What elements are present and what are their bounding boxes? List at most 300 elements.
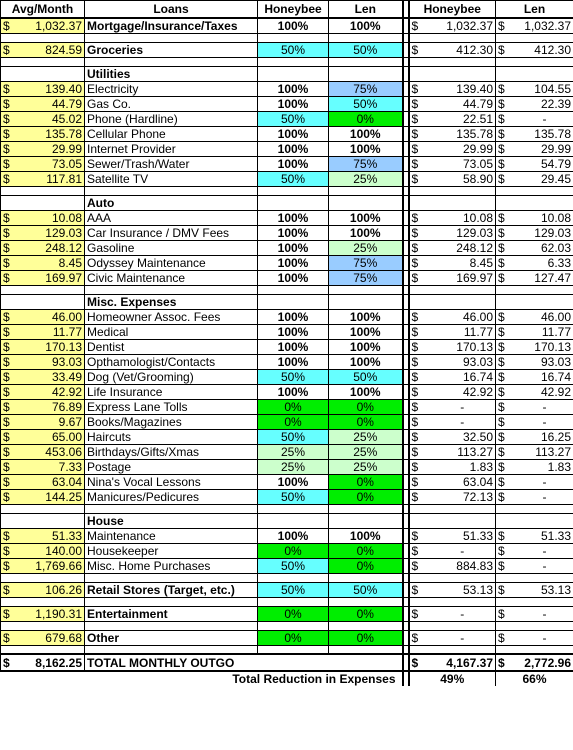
expense-row [1,606,573,621]
reduction-len: 66% [496,671,573,686]
len-pct: 0% [329,399,403,414]
amount-value: 29.99 [462,141,493,156]
len-amount [496,489,573,504]
honeybee-amount [409,18,496,34]
len-amount [496,339,573,354]
expense-row [1,558,573,573]
expense-name: Books/Magazines [85,414,258,429]
currency-symbol: $ [498,156,505,171]
len-amount [496,96,573,111]
blank-cell [258,513,329,528]
len-amount [496,459,573,474]
blank-cell [409,597,496,606]
currency-symbol: $ [411,225,419,240]
len-pct: 0% [329,558,403,573]
currency-symbol: $ [498,324,505,339]
honeybee-amount [409,96,496,111]
honeybee-amount [409,606,496,621]
len-pct: 75% [329,255,403,270]
amount-value: 170.13 [45,339,82,354]
len-pct: 75% [329,156,403,171]
blank-row [1,504,573,513]
amount-value: 1,032.37 [524,18,571,33]
amount-value: 11.77 [52,324,82,339]
expense-row [1,210,573,225]
currency-symbol: $ [3,156,10,171]
honeybee-amount [409,474,496,489]
blank-cell [258,195,329,210]
expense-row [1,255,573,270]
expense-name: Postage [85,459,258,474]
amount-value: 46.00 [540,309,571,324]
expense-name: Housekeeper [85,543,258,558]
amount-value: 22.51 [462,111,493,126]
currency-symbol: $ [411,528,419,543]
avg-month-cell [1,474,85,489]
amount-value: 169.97 [45,270,82,285]
blank-cell [409,195,496,210]
currency-symbol: $ [498,459,505,474]
honeybee-amount [409,399,496,414]
len-pct: 100% [329,309,403,324]
expense-name: Opthamologist/Contacts [85,354,258,369]
amount-value: - [542,474,547,489]
amount-value: 8,162.25 [35,655,82,670]
amount-value: 169.97 [456,270,493,285]
amount-value: 7.33 [58,459,82,474]
amount-value: 58.90 [462,171,493,186]
expense-row [1,489,573,504]
header-len-amount: Len [496,1,573,18]
len-amount [496,369,573,384]
amount-value: 54.79 [540,156,571,171]
blank-cell [1,285,85,294]
avg-month-cell [1,543,85,558]
expense-row [1,111,573,126]
blank-cell [496,573,573,582]
currency-symbol: $ [3,429,10,444]
currency-symbol: $ [3,369,10,384]
currency-symbol: $ [3,81,10,96]
avg-month-cell [1,630,85,645]
section-row [1,66,573,81]
blank-cell [258,504,329,513]
expense-name: Dog (Vet/Grooming) [85,369,258,384]
len-amount [496,324,573,339]
len-pct: 100% [329,225,403,240]
avg-month-cell [1,489,85,504]
honeybee-pct: 100% [258,474,329,489]
currency-symbol: $ [498,96,505,111]
amount-value: 45.02 [51,111,82,126]
blank-cell [258,285,329,294]
len-pct: 50% [329,582,403,597]
len-amount [496,210,573,225]
expense-name: Car Insurance / DMV Fees [85,225,258,240]
len-amount [496,558,573,573]
header-loans: Loans [85,1,258,18]
currency-symbol: $ [411,255,419,270]
blank-cell [496,195,573,210]
honeybee-pct: 100% [258,240,329,255]
currency-symbol: $ [411,384,419,399]
blank-cell [85,285,258,294]
expense-row [1,414,573,429]
currency-symbol: $ [411,489,419,504]
currency-symbol: $ [498,558,505,573]
amount-value: 65.00 [51,429,82,444]
blank-cell [496,66,573,81]
amount-value: 29.99 [540,141,571,156]
honeybee-pct: 50% [258,369,329,384]
header-honeybee-amount: Honeybee [409,1,496,18]
amount-value: 44.79 [51,96,82,111]
blank-cell [496,597,573,606]
honeybee-pct: 100% [258,255,329,270]
blank-cell [409,294,496,309]
currency-symbol: $ [3,339,10,354]
avg-month-cell [1,354,85,369]
len-amount [496,81,573,96]
len-pct: 100% [329,126,403,141]
honeybee-pct: 100% [258,339,329,354]
honeybee-amount [409,126,496,141]
avg-month-cell [1,270,85,285]
avg-month-cell [1,111,85,126]
blank-row [1,645,573,654]
blank-cell [85,573,258,582]
currency-symbol: $ [498,270,505,285]
amount-value: 10.08 [540,210,571,225]
amount-value: 129.03 [456,225,493,240]
honeybee-amount [409,354,496,369]
honeybee-amount [409,81,496,96]
expense-row [1,474,573,489]
blank-cell [258,294,329,309]
expense-name: Satellite TV [85,171,258,186]
amount-value: - [542,630,547,645]
honeybee-amount [409,339,496,354]
currency-symbol: $ [3,141,10,156]
avg-month-cell [1,339,85,354]
honeybee-pct: 100% [258,309,329,324]
currency-symbol: $ [498,528,505,543]
blank-cell [1,186,85,195]
currency-symbol: $ [498,384,505,399]
blank-cell [1,294,85,309]
honeybee-amount [409,255,496,270]
currency-symbol: $ [411,369,419,384]
len-amount [496,141,573,156]
amount-value: 106.26 [45,582,82,597]
amount-value: 63.04 [51,474,82,489]
amount-value: - [460,543,465,558]
amount-value: 1,769.66 [35,558,82,573]
len-pct: 25% [329,240,403,255]
section-title: Auto [85,195,258,210]
total-avg-cell [1,654,85,671]
currency-symbol: $ [498,339,505,354]
len-pct: 100% [329,354,403,369]
blank-cell [1,504,85,513]
currency-symbol: $ [411,655,419,670]
blank-cell [1,513,85,528]
expense-row [1,81,573,96]
currency-symbol: $ [411,444,419,459]
expense-row [1,429,573,444]
blank-row [1,33,573,42]
avg-month-cell [1,81,85,96]
len-pct: 0% [329,543,403,558]
amount-value: 412.30 [534,42,571,57]
amount-value: 248.12 [45,240,82,255]
expense-row [1,240,573,255]
avg-month-cell [1,459,85,474]
honeybee-amount [409,156,496,171]
amount-value: - [542,111,547,126]
amount-value: 51.33 [462,528,493,543]
currency-symbol: $ [498,18,505,33]
currency-symbol: $ [411,429,419,444]
currency-symbol: $ [411,126,419,141]
blank-cell [258,186,329,195]
blank-cell [409,573,496,582]
currency-symbol: $ [411,270,419,285]
amount-value: 6.33 [547,255,571,270]
honeybee-pct: 100% [258,354,329,369]
currency-symbol: $ [3,171,10,186]
len-amount [496,429,573,444]
len-pct: 0% [329,489,403,504]
len-pct: 100% [329,339,403,354]
honeybee-pct: 50% [258,111,329,126]
currency-symbol: $ [3,18,10,33]
amount-value: 16.74 [462,369,493,384]
honeybee-pct: 0% [258,630,329,645]
currency-symbol: $ [498,655,505,670]
avg-month-cell [1,384,85,399]
currency-symbol: $ [498,414,505,429]
expense-name: Express Lane Tolls [85,399,258,414]
len-pct: 100% [329,384,403,399]
amount-value: 46.00 [51,309,82,324]
blank-cell [329,621,403,630]
amount-value: 679.68 [45,630,82,645]
amount-value: 53.13 [462,582,493,597]
amount-value: 248.12 [456,240,493,255]
currency-symbol: $ [411,414,419,429]
amount-value: 1.83 [469,459,493,474]
amount-value: 16.74 [540,369,571,384]
blank-row [1,186,573,195]
honeybee-amount [409,309,496,324]
blank-cell [329,597,403,606]
avg-month-cell [1,444,85,459]
amount-value: 127.47 [534,270,571,285]
reduction-honeybee: 49% [409,671,496,686]
blank-cell [409,66,496,81]
blank-cell [1,33,85,42]
blank-row [1,285,573,294]
len-pct: 50% [329,96,403,111]
blank-cell [1,621,85,630]
avg-month-cell [1,225,85,240]
currency-symbol: $ [498,210,505,225]
total-label: TOTAL MONTHLY OUTGO [85,654,403,671]
currency-symbol: $ [411,399,419,414]
expense-name: Electricity [85,81,258,96]
currency-symbol: $ [3,444,10,459]
expense-row [1,18,573,34]
avg-month-cell [1,210,85,225]
avg-month-cell [1,255,85,270]
currency-symbol: $ [411,474,419,489]
expense-name: Groceries [85,42,258,57]
currency-symbol: $ [3,324,10,339]
amount-value: 10.08 [51,210,82,225]
currency-symbol: $ [3,255,10,270]
len-amount [496,240,573,255]
currency-symbol: $ [3,126,10,141]
currency-symbol: $ [498,240,505,255]
expense-row [1,42,573,57]
currency-symbol: $ [3,354,10,369]
amount-value: 62.03 [540,240,571,255]
blank-cell [329,186,403,195]
currency-symbol: $ [411,606,419,621]
len-pct: 25% [329,444,403,459]
currency-symbol: $ [498,171,505,186]
currency-symbol: $ [411,339,419,354]
currency-symbol: $ [498,225,505,240]
amount-value: 113.27 [457,444,493,459]
honeybee-pct: 50% [258,429,329,444]
expense-name: Other [85,630,258,645]
amount-value: 1,032.37 [446,18,493,33]
amount-value: 42.92 [540,384,571,399]
currency-symbol: $ [411,210,419,225]
len-pct: 25% [329,171,403,186]
len-amount [496,606,573,621]
honeybee-amount [409,582,496,597]
currency-symbol: $ [498,429,505,444]
len-amount [496,156,573,171]
blank-row [1,597,573,606]
len-amount [496,111,573,126]
avg-month-cell [1,171,85,186]
len-amount [496,270,573,285]
avg-month-cell [1,96,85,111]
honeybee-pct: 50% [258,489,329,504]
expense-row [1,444,573,459]
currency-symbol: $ [3,309,10,324]
len-pct: 0% [329,414,403,429]
blank-cell [85,57,258,66]
honeybee-amount [409,630,496,645]
honeybee-pct: 100% [258,81,329,96]
currency-symbol: $ [3,582,10,597]
honeybee-pct: 50% [258,171,329,186]
len-amount [496,171,573,186]
blank-cell [258,573,329,582]
len-amount [496,528,573,543]
currency-symbol: $ [411,42,419,57]
blank-cell [258,66,329,81]
blank-cell [329,504,403,513]
amount-value: 135.78 [534,126,571,141]
currency-symbol: $ [411,558,419,573]
amount-value: 42.92 [51,384,82,399]
len-amount [496,582,573,597]
len-amount [496,630,573,645]
expense-name: Mortgage/Insurance/Taxes [85,18,258,34]
amount-value: - [542,558,547,573]
currency-symbol: $ [3,630,10,645]
header-row [1,1,573,18]
len-amount [496,42,573,57]
blank-cell [329,195,403,210]
currency-symbol: $ [411,81,419,96]
section-title: Utilities [85,66,258,81]
honeybee-amount [409,444,496,459]
honeybee-pct: 100% [258,210,329,225]
amount-value: 72.13 [462,489,493,504]
honeybee-amount [409,459,496,474]
currency-symbol: $ [3,210,10,225]
currency-symbol: $ [3,96,10,111]
honeybee-pct: 100% [258,156,329,171]
blank-cell [258,57,329,66]
blank-cell [329,294,403,309]
len-amount [496,18,573,34]
len-pct: 0% [329,606,403,621]
currency-symbol: $ [3,543,10,558]
currency-symbol: $ [411,111,419,126]
currency-symbol: $ [411,324,419,339]
avg-month-cell [1,240,85,255]
amount-value: 129.03 [534,225,571,240]
len-amount [496,384,573,399]
currency-symbol: $ [3,655,10,670]
len-amount [496,309,573,324]
honeybee-amount [409,42,496,57]
expense-row [1,324,573,339]
blank-cell [496,186,573,195]
amount-value: 51.33 [540,528,571,543]
amount-value: 140.00 [45,543,82,558]
amount-value: 117.81 [46,171,82,186]
honeybee-pct: 100% [258,126,329,141]
avg-month-cell [1,429,85,444]
amount-value: 11.77 [541,324,571,339]
blank-cell [496,504,573,513]
honeybee-pct: 100% [258,225,329,240]
amount-value: 135.78 [45,126,82,141]
honeybee-amount [409,528,496,543]
currency-symbol: $ [498,543,505,558]
expense-name: Nina's Vocal Lessons [85,474,258,489]
amount-value: 1,190.31 [35,606,82,621]
currency-symbol: $ [3,384,10,399]
expense-name: Retail Stores (Target, etc.) [85,582,258,597]
amount-value: 44.79 [462,96,493,111]
amount-value: 1.83 [547,459,571,474]
expense-row [1,384,573,399]
honeybee-amount [409,111,496,126]
amount-value: 4,167.37 [446,655,493,670]
expense-row [1,459,573,474]
amount-value: 22.39 [540,96,571,111]
